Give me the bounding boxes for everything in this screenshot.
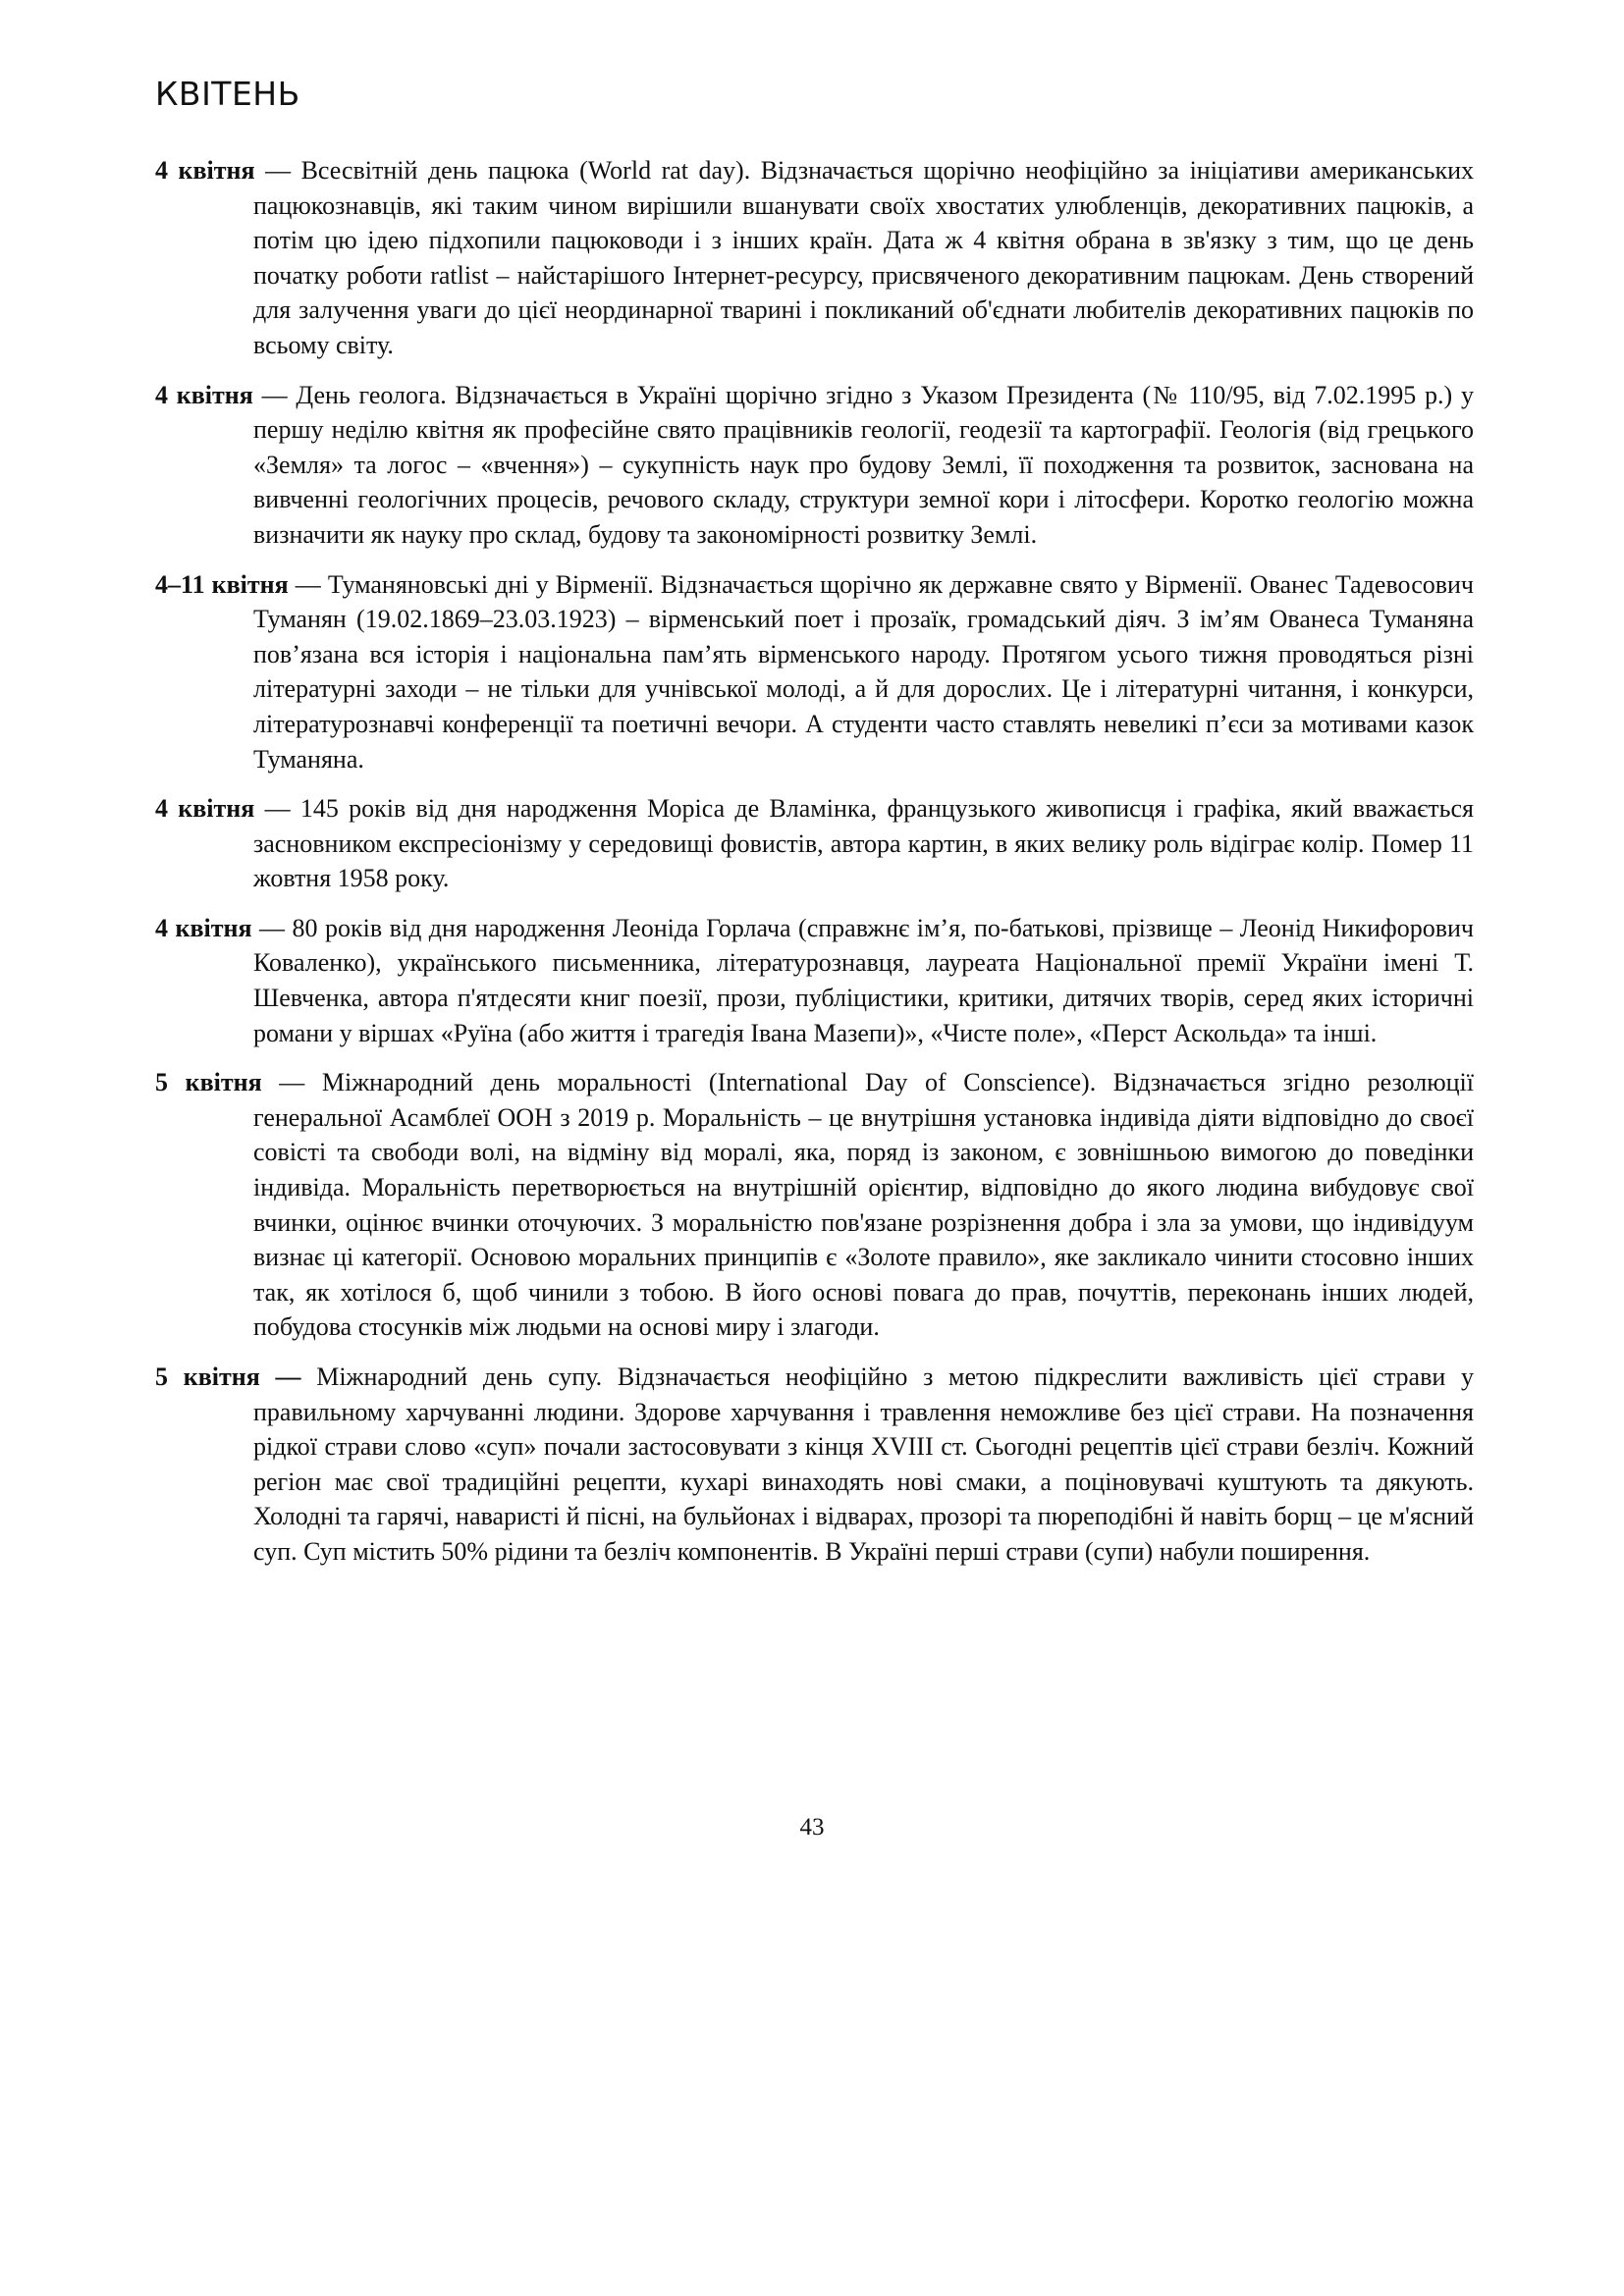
calendar-entry bbox=[155, 378, 1474, 553]
entry-date: 5 квітня — bbox=[155, 1362, 301, 1391]
calendar-entry bbox=[155, 1065, 1474, 1345]
entry-text: — День геолога. Відзначається в Україні щорічно згідно з Указом Президента (№ 110/95, від 7.02.1995 р.) у першу неділю квітня як професійне свято працівників геології, геодезії та картографії. Геологія (від грецького «Земля» та логос – «вчення») – сукупність наук про будову Землі, її походження та розвиток, заснована на вивченні геологічних процесів, речового складу, структури земної кори і літосфери. Коротко геологію можна визначити як науку про склад, будову та закономірності розвитку Землі. bbox=[252, 380, 1474, 549]
entry-date: 4–11 квітня bbox=[155, 569, 289, 599]
page-number: 43 bbox=[799, 1814, 825, 1841]
calendar-entry bbox=[155, 153, 1474, 363]
entry-date: 4 квітня bbox=[155, 913, 252, 942]
calendar-entry bbox=[155, 567, 1474, 777]
calendar-entries bbox=[155, 153, 1474, 1584]
entry-text: — Міжнародний день моральності (International Day of Conscience). Відзначається згідно резолюції генеральної Асамблеї ООН з 2019 р. Моральність – це внутрішня установка індивіда діяти відповідно до своєї совісті та свободи волі, на відміну від моралі, яка, поряд із законом, є зовнішньою вимогою до поведінки індивіда. Моральність перетворюється на внутрішній орієнтир, відповідно до якого людина вибудовує свої вчинки, оцінює вчинки оточуючих. З моральністю пов'язане розрізнення добра і зла за умови, що індивідуум визнає ці категорії. Основою моральних принципів є «Золоте правило», яке закликало чинити стосовно інших так, як хотілося б, щоб чинили з тобою. В його основі повага до прав, почуттів, переконань інших людей, побудова стосунків між людьми на основі миру і злагоди. bbox=[253, 1068, 1474, 1342]
entry-date: 4 квітня bbox=[155, 156, 255, 185]
calendar-entry bbox=[155, 911, 1474, 1050]
calendar-entry bbox=[155, 1360, 1474, 1570]
entry-date: 5 квітня bbox=[155, 1068, 262, 1097]
entry-date: 4 квітня bbox=[155, 794, 255, 824]
entry-text: — Всесвітній день пацюка (World rat day). Відзначається щорічно неофіційно за ініціативи американських пацюкознавців, які таким чином вирішили вшанувати своїх хвостатих улюбленців, декоративних пацюків, а потім цю ідею підхопили пацюководи і з інших країн. Дата ж 4 квітня обрана в зв'язку з тим, що це день початку роботи ratlist – найстарішого Інтернет-ресурсу, присвяченого декоративним пацюкам. День створений для залучення уваги до цієї неординарної тварині і покликаний об'єднати любителів декоративних пацюків по всьому світу. bbox=[253, 156, 1474, 359]
page-heading: КВІТЕНЬ bbox=[155, 75, 300, 113]
entry-text: — Туманяновські дні у Вірменії. Відзначається щорічно як державне свято у Вірменії. Ованес Тадевосович Туманян (19.02.1869–23.03.1923) – вірменський поет і прозаїк, громадський діяч. З ім’ям Ованеса Туманяна пов’язана вся історія і національна пам’ять вірменського народу. Протягом усього тижня проводяться різні літературні заходи – не тільки для учнівської молоді, а й для дорослих. Це і літературні читання, і конкурси, літературознавчі конференції та поетичні вечори. А студенти часто ставлять невеликі п’єси за мотивами казок Туманяна. bbox=[253, 569, 1474, 774]
entry-text: — 145 років від дня народження Моріса де Вламінка, французького живописця і графіка, який вважається засновником експресіонізму у середовищі фовистів, автора картин, в яких велику роль відіграє колір. Помер 11 жовтня 1958 року. bbox=[253, 794, 1474, 893]
calendar-entry bbox=[155, 791, 1474, 896]
entry-date: 4 квітня bbox=[155, 380, 253, 409]
entry-text: Міжнародний день супу. Відзначається неофіційно з метою підкреслити важливість цієї страви у правильному харчуванні людини. Здорове харчування і травлення неможливе без цієї страви. На позначення рідкої страви слово «суп» почали застосовувати з кінця XVIII ст. Сьогодні рецептів цієї страви безліч. Кожний регіон має свої традиційні рецепти, кухарі винаходять нові смаки, а поціновувачі куштують та дякують. Холодні та гарячі, наваристі й пісні, на бульйонах і відварах, прозорі та пюреподібні й навіть борщ – це м'ясний суп. Суп містить 50% рідини та безліч компонентів. В Україні перші страви (супи) набули поширення. bbox=[253, 1362, 1474, 1566]
entry-text: — 80 років від дня народження Леоніда Горлача (справжнє ім’я, по-батькові, прізвище – Леонід Никифорович Коваленко), українського письменника, літературознавця, лауреата Національної премії України імені Т. Шевченка, автора п'ятдесяти книг поезії, прози, публіцистики, критики, дитячих творів, серед яких історичні романи у віршах «Руїна (або життя і трагедія Івана Мазепи)», «Чисте поле», «Перст Аскольда» та інші. bbox=[251, 913, 1474, 1047]
